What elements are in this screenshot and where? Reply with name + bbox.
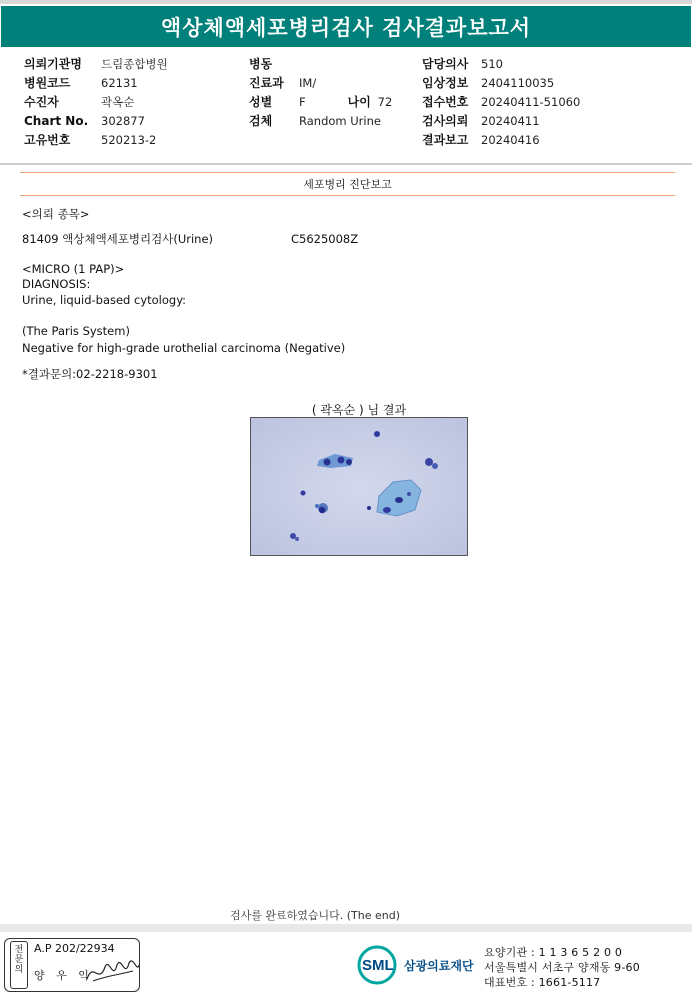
institution-value: 드림종합병원	[101, 57, 168, 71]
info-row-clinical	[422, 74, 580, 93]
info-row-doctor	[422, 55, 580, 74]
ward-label: 병동	[249, 57, 273, 71]
chart-no-value: 302877	[101, 114, 145, 128]
diagnosis-type: Urine, liquid-based cytology:	[22, 293, 187, 307]
unique-id-label: 고유번호	[24, 133, 71, 147]
order-header: <의뢰 종목>	[22, 207, 90, 221]
specimen-value: Random Urine	[299, 114, 381, 128]
department-label: 진료과	[249, 76, 284, 90]
age-label: 나이	[347, 95, 371, 109]
institution-code: 요양기관 : 1 1 3 6 5 2 0 0	[484, 946, 623, 959]
patient-label: 수진자	[24, 95, 59, 109]
cytology-image	[250, 417, 468, 556]
sex-value: F	[299, 95, 306, 109]
info-row-chart-no	[24, 112, 168, 131]
info-row-receipt	[422, 93, 580, 112]
info-row-hospital-code	[24, 74, 168, 93]
sex-label: 성별	[249, 95, 273, 109]
pathologist-id: A.P 202/22934	[34, 942, 115, 955]
receipt-no-label: 접수번호	[422, 95, 469, 109]
info-row-unique-id	[24, 131, 168, 150]
institution-label: 의뢰기관명	[24, 57, 82, 71]
order-line: 81409 액상체액세포병리검사(Urine)	[22, 232, 214, 246]
micro-header: <MICRO (1 PAP)>	[22, 262, 125, 276]
clinical-info-label: 임상정보	[422, 76, 469, 90]
age-value: 72	[377, 95, 393, 109]
pathologist-name: 양 우 익	[34, 969, 93, 982]
report-title: 액상체액세포병리검사 검사결과보고서	[1, 6, 691, 47]
contact-line: *결과문의:02-2218-9301	[22, 367, 158, 381]
order-code: C5625008Z	[291, 232, 359, 246]
report-date-label: 결과보고	[422, 133, 469, 147]
doctor-value: 510	[481, 57, 503, 71]
info-row-request-date	[422, 112, 580, 131]
chart-no-label: Chart No.	[24, 114, 89, 128]
institution-phone: 대표번호 : 1661-5117	[484, 976, 601, 989]
patient-info-column-1	[24, 55, 168, 150]
institution-info	[484, 945, 640, 990]
top-rule	[0, 0, 692, 4]
info-row-sex-age	[249, 93, 392, 112]
pathologist-signature-box	[4, 938, 140, 992]
handwritten-signature	[83, 951, 141, 989]
department-value: IM/	[299, 76, 317, 90]
clinical-info-value: 2404110035	[481, 76, 555, 90]
end-note: 검사를 완료하였습니다. (The end)	[230, 909, 401, 922]
info-row-institution	[24, 55, 168, 74]
paris-system: (The Paris System)	[22, 324, 130, 338]
company-name: 삼광의료재단	[404, 959, 474, 973]
diagnosis-label: DIAGNOSIS:	[22, 277, 91, 291]
specialist-stamp: 전문의	[10, 941, 28, 989]
institution-address: 서울특별시 서초구 양재동 9-60	[484, 961, 640, 974]
info-row-patient	[24, 93, 168, 112]
patient-value: 곽옥순	[101, 95, 135, 109]
patient-info-column-2	[249, 55, 392, 131]
request-date-value: 20240411	[481, 114, 540, 128]
unique-id-value: 520213-2	[101, 133, 157, 147]
info-row-ward	[249, 55, 392, 74]
cytology-micrograph	[251, 418, 468, 556]
info-row-department	[249, 74, 392, 93]
info-row-specimen	[249, 112, 392, 131]
section-rule-bottom	[20, 195, 675, 196]
hospital-code-value: 62131	[101, 76, 138, 90]
header-divider	[0, 163, 692, 165]
diagnosis-result: Negative for high-grade urothelial carcinoma (Negative)	[22, 341, 346, 355]
footer-band	[0, 924, 692, 932]
request-date-label: 검사의뢰	[422, 114, 469, 128]
doctor-label: 담당의사	[422, 57, 469, 71]
patient-info-column-3	[422, 55, 580, 150]
receipt-no-value: 20240411-51060	[481, 95, 581, 109]
hospital-code-label: 병원코드	[24, 76, 71, 90]
logo-text: SML	[362, 957, 394, 974]
result-caption: ( 곽옥순 ) 님 결과	[311, 403, 407, 417]
report-date-value: 20240416	[481, 133, 540, 147]
specimen-label: 검체	[249, 114, 273, 128]
info-row-report-date	[422, 131, 580, 150]
section-rule-top	[20, 172, 675, 173]
section-title: 세포병리 진단보고	[303, 178, 392, 191]
